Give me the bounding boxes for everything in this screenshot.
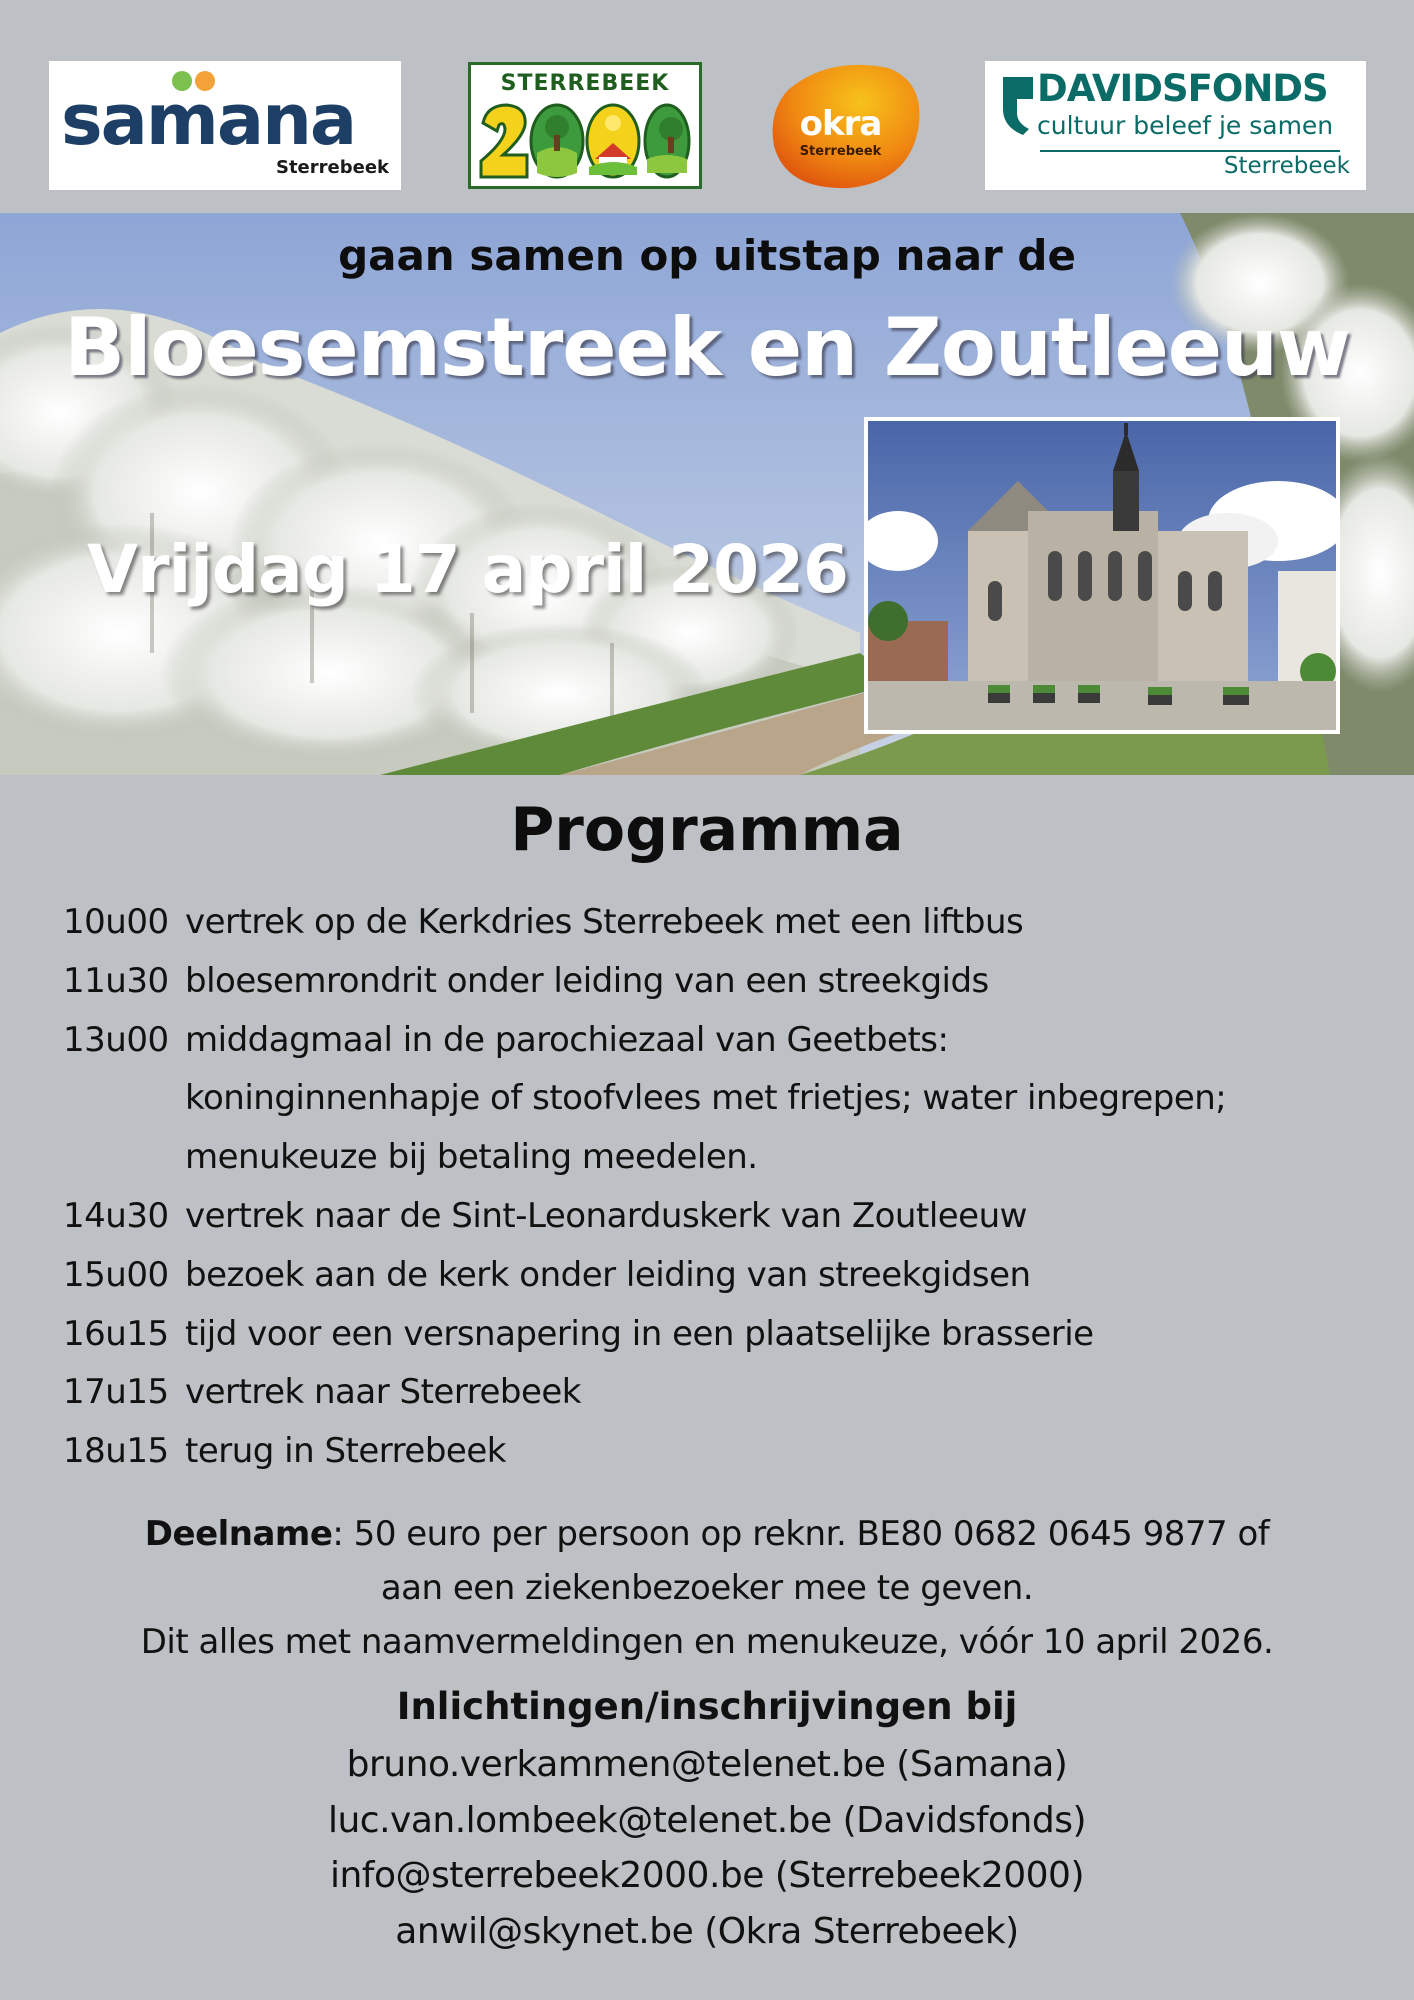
banner	[0, 213, 1414, 775]
deelname-line-3: Dit alles met naamvermeldingen en menukeuze, vóór 10 april 2026.	[140, 1622, 1274, 1662]
programma-item-time	[63, 1069, 185, 1128]
samana-logo	[49, 61, 401, 190]
sterrebeek2000-logo-emblem	[477, 101, 693, 181]
programma-item-text: vertrek op de Kerkdries Sterrebeek met een liftbus	[185, 902, 1024, 942]
samana-logo-sub: Sterrebeek	[275, 157, 389, 178]
deelname-label: Deelname	[144, 1514, 333, 1554]
banner-subtitle: gaan samen op uitstap naar de	[338, 231, 1076, 280]
programma-item-text: tijd voor een versnapering in een plaatselijke brasserie	[185, 1313, 1094, 1354]
programma-item	[63, 952, 1383, 1011]
deelname-line-2: aan een ziekenbezoeker mee te geven.	[380, 1568, 1034, 1608]
programma-item-text: bloesemrondrit onder leiding van een streekgids	[185, 960, 989, 1001]
deelname-line-1	[30, 1507, 1384, 1561]
programma-item-text: vertrek naar Sterrebeek	[185, 1372, 581, 1413]
contact-davidsfonds[interactable]: luc.van.lombeek@telenet.be (Davidsfonds)	[327, 1799, 1087, 1841]
sterrebeek2000-logo-title: STERREBEEK	[500, 71, 670, 96]
programma-item	[63, 1422, 1383, 1481]
programma-item-time: 13u00	[63, 1019, 169, 1060]
programma-item	[63, 1069, 1383, 1128]
programma-item	[63, 1363, 1383, 1422]
programma-item-text: vertrek naar de Sint-Leonarduskerk van Zoutleeuw	[185, 1195, 1027, 1236]
okra-logo-wordmark: okra	[799, 104, 882, 144]
davidsfonds-logo-sub: Sterrebeek	[1223, 153, 1350, 179]
programma-item	[63, 1128, 1383, 1187]
banner-title: Bloesemstreek en Zoutleeuw	[64, 301, 1350, 394]
contact-samana[interactable]: bruno.verkammen@telenet.be (Samana)	[346, 1744, 1068, 1785]
samana-logo-wordmark: samana	[61, 79, 356, 161]
davidsfonds-divider	[1040, 150, 1340, 152]
programma-item-time	[63, 1128, 185, 1187]
programma-item-text: koninginnenhapje of stoofvlees met frietjes; water inbegrepen;	[185, 1078, 1227, 1119]
contact-okra[interactable]: anwil@skynet.be (Okra Sterrebeek)	[395, 1910, 1019, 1952]
programma-item	[63, 1246, 1383, 1305]
programma-item-time: 11u30	[63, 960, 169, 1001]
okra-logo-sub: Sterrebeek	[799, 144, 882, 159]
programma-item-text: menukeuze bij betaling meedelen.	[185, 1137, 758, 1178]
logo-bar	[0, 0, 1414, 213]
programma-item-time: 16u15	[63, 1313, 169, 1354]
davidsfonds-logo-tagline: cultuur beleef je samen	[1037, 111, 1334, 140]
church-photo	[864, 417, 1340, 734]
programma-item-text: terug in Sterrebeek	[185, 1431, 506, 1472]
sterrebeek2000-logo	[468, 62, 702, 189]
davidsfonds-emblem-icon	[999, 73, 1039, 137]
programma-item-time: 10u00	[63, 902, 169, 942]
church-illustration	[868, 421, 1336, 730]
programma-item-time: 17u15	[63, 1372, 169, 1413]
davidsfonds-logo	[985, 61, 1366, 190]
programma-item-time: 18u15	[63, 1431, 169, 1472]
davidsfonds-logo-title: DAVIDSFONDS	[1037, 67, 1328, 110]
deelname-block	[30, 1507, 1384, 1669]
programma-list	[63, 893, 1383, 1481]
programma-item	[63, 893, 1383, 952]
programma-item-text: middagmaal in de parochiezaal van Geetbets:	[185, 1019, 949, 1060]
programma-item	[63, 1187, 1383, 1246]
event-date: Vrijdag 17 april 2026	[87, 531, 848, 608]
contact-list	[0, 1737, 1414, 1959]
programma-item-time: 14u30	[63, 1195, 169, 1236]
contact-heading: Inlichtingen/inschrijvingen bij	[396, 1685, 1018, 1728]
programma-item-text: bezoek aan de kerk onder leiding van streekgidsen	[185, 1254, 1031, 1295]
okra-logo	[768, 60, 923, 191]
deelname-text: : 50 euro per persoon op reknr. BE80 0682 0645 9877 of	[332, 1514, 1270, 1554]
programma-item	[63, 1305, 1383, 1364]
contact-sterrebeek2000[interactable]: info@sterrebeek2000.be (Sterrebeek2000)	[329, 1855, 1084, 1896]
programma-item-time: 15u00	[63, 1254, 169, 1295]
programma-heading: Programma	[510, 795, 904, 865]
programma-item	[63, 1011, 1383, 1070]
